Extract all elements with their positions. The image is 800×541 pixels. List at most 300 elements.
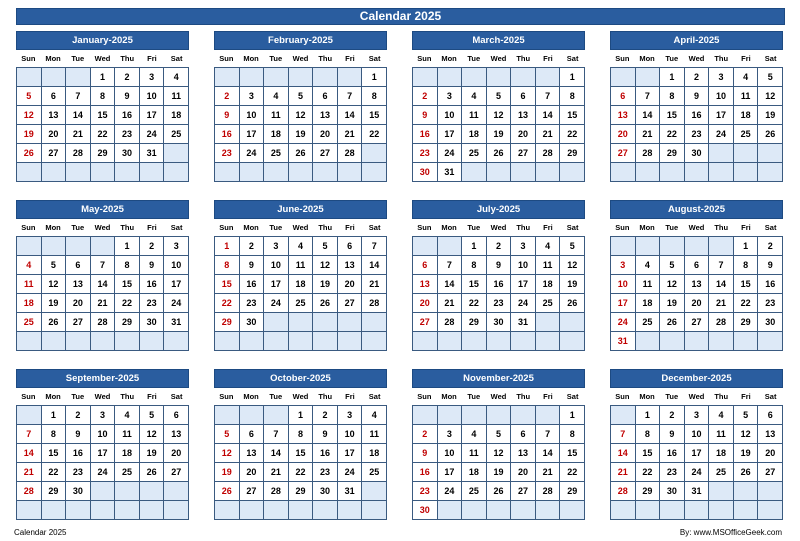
day-cell: 29: [560, 482, 585, 501]
weekday-label: Sun: [21, 392, 36, 401]
month-header: February-2025: [214, 31, 387, 50]
empty-day-cell: [66, 163, 91, 182]
day-cell: 7: [636, 87, 661, 106]
weekday-label: Wed: [292, 54, 309, 63]
day-cell: 14: [709, 275, 734, 294]
day-cell: 21: [66, 125, 91, 144]
day-cell: 13: [66, 275, 91, 294]
empty-day-cell: [560, 501, 585, 520]
empty-day-cell: [115, 501, 140, 520]
day-cell: 2: [240, 237, 265, 256]
empty-day-cell: [709, 163, 734, 182]
day-cell: 5: [289, 87, 314, 106]
day-cell: 5: [560, 237, 585, 256]
day-cell: 12: [487, 106, 512, 125]
weekday-label: Sun: [417, 54, 432, 63]
day-cell: 5: [758, 68, 783, 87]
day-cell: 3: [240, 87, 265, 106]
empty-day-cell: [660, 332, 685, 351]
empty-day-cell: [636, 163, 661, 182]
empty-day-cell: [636, 237, 661, 256]
day-cell: 10: [438, 106, 463, 125]
day-cell: 19: [487, 463, 512, 482]
weekday-label: Sun: [615, 392, 630, 401]
day-cell: 23: [660, 463, 685, 482]
day-cell: 4: [115, 406, 140, 425]
day-cell: 24: [511, 294, 536, 313]
day-cell: 7: [611, 425, 636, 444]
empty-day-cell: [536, 501, 561, 520]
day-cell: 8: [734, 256, 759, 275]
day-cell: 13: [240, 444, 265, 463]
day-cell: 22: [215, 294, 240, 313]
weekday-label: Wed: [490, 392, 507, 401]
day-cell: 23: [758, 294, 783, 313]
day-cell: 6: [66, 256, 91, 275]
empty-day-cell: [758, 163, 783, 182]
day-cell: 20: [338, 275, 363, 294]
month-header: October-2025: [214, 369, 387, 388]
day-cell: 24: [140, 125, 165, 144]
month-block: [16, 369, 189, 520]
day-cell: 28: [17, 482, 42, 501]
weekday-label: Thu: [318, 54, 333, 63]
day-cell: 3: [685, 406, 710, 425]
empty-day-cell: [17, 332, 42, 351]
day-cell: 8: [42, 425, 67, 444]
day-grid: [214, 405, 387, 520]
month-block: [412, 200, 585, 351]
day-cell: 28: [338, 144, 363, 163]
day-cell: 1: [636, 406, 661, 425]
day-cell: 2: [758, 237, 783, 256]
day-cell: 16: [660, 444, 685, 463]
day-cell: 13: [413, 275, 438, 294]
day-cell: 25: [115, 463, 140, 482]
weekday-label: Fri: [741, 223, 751, 232]
day-cell: 22: [91, 125, 116, 144]
footer-credit: By: www.MSOfficeGeek.com: [679, 528, 782, 537]
day-cell: 6: [164, 406, 189, 425]
day-cell: 10: [511, 256, 536, 275]
day-grid: [214, 67, 387, 182]
empty-day-cell: [264, 501, 289, 520]
weekday-label: Sun: [21, 54, 36, 63]
weekday-label: Sun: [417, 392, 432, 401]
day-cell: 31: [511, 313, 536, 332]
day-cell: 26: [17, 144, 42, 163]
month-block: [214, 31, 387, 182]
weekday-label: Fri: [345, 223, 355, 232]
empty-day-cell: [462, 163, 487, 182]
day-cell: 16: [115, 106, 140, 125]
empty-day-cell: [289, 501, 314, 520]
day-cell: 5: [17, 87, 42, 106]
day-cell: 7: [91, 256, 116, 275]
day-cell: 24: [240, 144, 265, 163]
weekday-label: Sat: [170, 54, 183, 63]
weekday-row: [16, 388, 189, 405]
day-cell: 30: [140, 313, 165, 332]
day-cell: 18: [462, 463, 487, 482]
weekday-label: Sat: [764, 54, 777, 63]
day-cell: 2: [685, 68, 710, 87]
empty-day-cell: [685, 163, 710, 182]
day-cell: 31: [685, 482, 710, 501]
day-cell: 14: [536, 444, 561, 463]
empty-day-cell: [215, 406, 240, 425]
empty-day-cell: [313, 501, 338, 520]
day-cell: 25: [264, 144, 289, 163]
month-header: July-2025: [412, 200, 585, 219]
empty-day-cell: [115, 332, 140, 351]
weekday-label: Wed: [94, 392, 111, 401]
day-cell: 23: [685, 125, 710, 144]
day-cell: 19: [560, 275, 585, 294]
day-cell: 12: [42, 275, 67, 294]
weekday-label: Tue: [467, 392, 481, 401]
weekday-label: Thu: [714, 392, 729, 401]
day-cell: 10: [264, 256, 289, 275]
empty-day-cell: [313, 332, 338, 351]
day-cell: 1: [115, 237, 140, 256]
empty-day-cell: [115, 482, 140, 501]
day-cell: 4: [17, 256, 42, 275]
day-cell: 31: [611, 332, 636, 351]
empty-day-cell: [413, 332, 438, 351]
day-cell: 14: [66, 106, 91, 125]
day-grid: [16, 236, 189, 351]
weekday-row: [610, 219, 783, 236]
empty-day-cell: [462, 68, 487, 87]
day-cell: 22: [115, 294, 140, 313]
weekday-label: Mon: [639, 54, 655, 63]
day-cell: 15: [362, 106, 387, 125]
day-cell: 7: [17, 425, 42, 444]
empty-day-cell: [511, 501, 536, 520]
day-cell: 13: [685, 275, 710, 294]
day-cell: 26: [758, 125, 783, 144]
weekday-label: Tue: [71, 223, 85, 232]
day-cell: 14: [264, 444, 289, 463]
empty-day-cell: [164, 163, 189, 182]
day-cell: 17: [338, 444, 363, 463]
day-cell: 14: [536, 106, 561, 125]
day-cell: 10: [164, 256, 189, 275]
day-cell: 2: [66, 406, 91, 425]
day-cell: 2: [487, 237, 512, 256]
day-cell: 1: [289, 406, 314, 425]
day-cell: 7: [66, 87, 91, 106]
empty-day-cell: [536, 332, 561, 351]
day-cell: 30: [115, 144, 140, 163]
empty-day-cell: [91, 163, 116, 182]
day-cell: 3: [438, 87, 463, 106]
empty-day-cell: [734, 163, 759, 182]
empty-day-cell: [264, 406, 289, 425]
empty-day-cell: [734, 332, 759, 351]
empty-day-cell: [66, 501, 91, 520]
empty-day-cell: [413, 406, 438, 425]
weekday-label: Fri: [543, 392, 553, 401]
weekday-label: Fri: [345, 54, 355, 63]
weekday-label: Fri: [345, 392, 355, 401]
day-cell: 9: [413, 106, 438, 125]
empty-day-cell: [511, 68, 536, 87]
weekday-label: Mon: [639, 223, 655, 232]
weekday-label: Mon: [45, 392, 61, 401]
empty-day-cell: [140, 482, 165, 501]
empty-day-cell: [313, 68, 338, 87]
day-cell: 18: [289, 275, 314, 294]
day-cell: 24: [164, 294, 189, 313]
day-cell: 17: [91, 444, 116, 463]
weekday-label: Tue: [467, 223, 481, 232]
month-header: November-2025: [412, 369, 585, 388]
day-grid: [16, 405, 189, 520]
weekday-label: Thu: [516, 54, 531, 63]
empty-day-cell: [42, 237, 67, 256]
day-cell: 3: [164, 237, 189, 256]
weekday-label: Mon: [243, 54, 259, 63]
day-cell: 17: [611, 294, 636, 313]
day-cell: 30: [758, 313, 783, 332]
day-cell: 29: [462, 313, 487, 332]
weekday-label: Thu: [120, 54, 135, 63]
empty-day-cell: [438, 68, 463, 87]
day-cell: 19: [487, 125, 512, 144]
day-cell: 5: [660, 256, 685, 275]
day-grid: [214, 236, 387, 351]
empty-day-cell: [66, 332, 91, 351]
day-grid: [16, 67, 189, 182]
day-cell: 2: [115, 68, 140, 87]
day-cell: 11: [289, 256, 314, 275]
day-cell: 18: [536, 275, 561, 294]
day-cell: 24: [264, 294, 289, 313]
day-cell: 27: [511, 144, 536, 163]
day-grid: [412, 67, 585, 182]
day-cell: 22: [289, 463, 314, 482]
empty-day-cell: [140, 501, 165, 520]
empty-day-cell: [685, 332, 710, 351]
empty-day-cell: [734, 501, 759, 520]
day-cell: 25: [636, 313, 661, 332]
weekday-label: Tue: [269, 392, 283, 401]
day-cell: 18: [362, 444, 387, 463]
weekday-label: Mon: [441, 392, 457, 401]
month-header: December-2025: [610, 369, 783, 388]
day-cell: 20: [611, 125, 636, 144]
day-cell: 20: [758, 444, 783, 463]
day-cell: 13: [42, 106, 67, 125]
day-cell: 26: [734, 463, 759, 482]
day-cell: 27: [685, 313, 710, 332]
day-cell: 24: [685, 463, 710, 482]
weekday-row: [214, 388, 387, 405]
day-cell: 3: [338, 406, 363, 425]
day-cell: 8: [91, 87, 116, 106]
day-cell: 8: [362, 87, 387, 106]
empty-day-cell: [709, 482, 734, 501]
empty-day-cell: [17, 501, 42, 520]
day-cell: 27: [338, 294, 363, 313]
day-cell: 29: [560, 144, 585, 163]
day-cell: 31: [338, 482, 363, 501]
empty-day-cell: [91, 237, 116, 256]
day-cell: 2: [413, 425, 438, 444]
empty-day-cell: [91, 332, 116, 351]
weekday-label: Wed: [292, 223, 309, 232]
weekday-label: Mon: [243, 223, 259, 232]
empty-day-cell: [758, 332, 783, 351]
weekday-label: Sun: [615, 54, 630, 63]
day-cell: 16: [215, 125, 240, 144]
day-cell: 30: [685, 144, 710, 163]
day-cell: 24: [338, 463, 363, 482]
weekday-label: Tue: [71, 54, 85, 63]
empty-day-cell: [611, 237, 636, 256]
day-cell: 19: [42, 294, 67, 313]
empty-day-cell: [709, 501, 734, 520]
day-cell: 14: [17, 444, 42, 463]
day-cell: 6: [313, 87, 338, 106]
day-cell: 13: [313, 106, 338, 125]
empty-day-cell: [660, 501, 685, 520]
day-cell: 11: [462, 444, 487, 463]
empty-day-cell: [264, 313, 289, 332]
day-cell: 17: [140, 106, 165, 125]
day-cell: 6: [42, 87, 67, 106]
weekday-label: Wed: [688, 392, 705, 401]
day-cell: 26: [42, 313, 67, 332]
day-cell: 22: [734, 294, 759, 313]
day-cell: 15: [462, 275, 487, 294]
month-block: [412, 369, 585, 520]
day-cell: 3: [611, 256, 636, 275]
empty-day-cell: [709, 237, 734, 256]
day-cell: 27: [413, 313, 438, 332]
empty-day-cell: [289, 313, 314, 332]
day-cell: 28: [611, 482, 636, 501]
weekday-label: Thu: [516, 223, 531, 232]
day-cell: 21: [636, 125, 661, 144]
day-cell: 10: [438, 444, 463, 463]
empty-day-cell: [17, 68, 42, 87]
day-cell: 19: [17, 125, 42, 144]
day-cell: 16: [140, 275, 165, 294]
weekday-label: Sun: [219, 392, 234, 401]
weekday-label: Sat: [764, 392, 777, 401]
month-block: [16, 200, 189, 351]
day-cell: 9: [413, 444, 438, 463]
day-cell: 28: [536, 482, 561, 501]
empty-day-cell: [289, 68, 314, 87]
day-cell: 1: [462, 237, 487, 256]
day-cell: 24: [438, 144, 463, 163]
day-cell: 30: [413, 163, 438, 182]
day-cell: 12: [313, 256, 338, 275]
day-cell: 27: [758, 463, 783, 482]
weekday-label: Thu: [120, 392, 135, 401]
day-cell: 21: [536, 125, 561, 144]
day-cell: 6: [240, 425, 265, 444]
weekday-label: Sun: [21, 223, 36, 232]
empty-day-cell: [536, 313, 561, 332]
day-cell: 29: [734, 313, 759, 332]
day-cell: 16: [240, 275, 265, 294]
day-cell: 19: [660, 294, 685, 313]
day-cell: 16: [66, 444, 91, 463]
weekday-label: Tue: [467, 54, 481, 63]
weekday-label: Wed: [688, 223, 705, 232]
day-cell: 9: [66, 425, 91, 444]
weekday-label: Fri: [147, 54, 157, 63]
month-header: August-2025: [610, 200, 783, 219]
day-cell: 4: [264, 87, 289, 106]
day-cell: 9: [215, 106, 240, 125]
weekday-label: Sat: [566, 54, 579, 63]
day-cell: 15: [734, 275, 759, 294]
weekday-label: Mon: [243, 392, 259, 401]
empty-day-cell: [611, 68, 636, 87]
day-cell: 24: [438, 482, 463, 501]
day-cell: 7: [536, 87, 561, 106]
empty-day-cell: [289, 163, 314, 182]
empty-day-cell: [636, 68, 661, 87]
day-cell: 12: [17, 106, 42, 125]
empty-day-cell: [758, 144, 783, 163]
day-cell: 20: [164, 444, 189, 463]
day-cell: 7: [438, 256, 463, 275]
empty-day-cell: [734, 482, 759, 501]
empty-day-cell: [636, 332, 661, 351]
empty-day-cell: [462, 332, 487, 351]
day-cell: 11: [636, 275, 661, 294]
weekday-label: Thu: [318, 392, 333, 401]
empty-day-cell: [511, 163, 536, 182]
day-cell: 18: [734, 106, 759, 125]
day-cell: 5: [140, 406, 165, 425]
empty-day-cell: [685, 237, 710, 256]
day-cell: 5: [42, 256, 67, 275]
empty-day-cell: [511, 332, 536, 351]
calendar-title: Calendar 2025: [16, 8, 785, 25]
day-cell: 25: [709, 463, 734, 482]
day-cell: 30: [313, 482, 338, 501]
weekday-label: Wed: [490, 223, 507, 232]
month-header: March-2025: [412, 31, 585, 50]
empty-day-cell: [42, 163, 67, 182]
weekday-label: Tue: [71, 392, 85, 401]
day-cell: 28: [66, 144, 91, 163]
month-block: [610, 31, 783, 182]
day-cell: 8: [462, 256, 487, 275]
empty-day-cell: [758, 482, 783, 501]
day-cell: 26: [313, 294, 338, 313]
day-cell: 15: [115, 275, 140, 294]
day-cell: 26: [215, 482, 240, 501]
empty-day-cell: [660, 163, 685, 182]
empty-day-cell: [313, 163, 338, 182]
day-cell: 27: [313, 144, 338, 163]
month-block: [412, 31, 585, 182]
day-cell: 13: [338, 256, 363, 275]
empty-day-cell: [264, 163, 289, 182]
weekday-label: Sat: [170, 223, 183, 232]
weekday-row: [412, 388, 585, 405]
day-cell: 12: [734, 425, 759, 444]
